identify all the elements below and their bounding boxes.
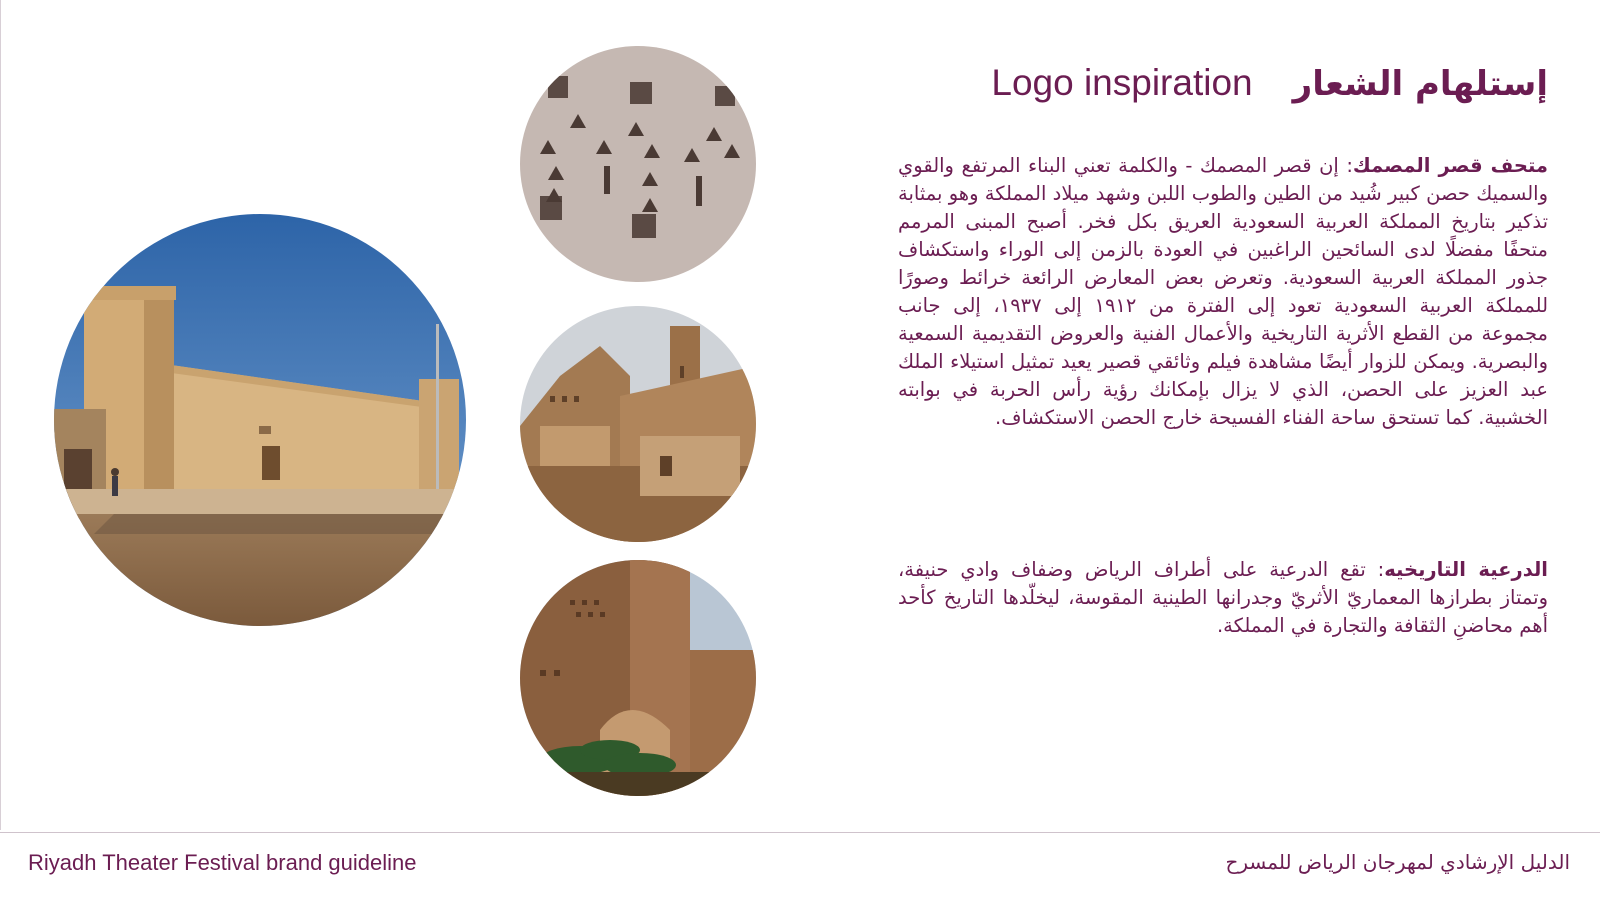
masmak-body: : إن قصر المصمك - والكلمة تعني البناء المرتفع والقوي والسميك حصن كبير شُيد من الطين والطوب اللبن وشهد ميلاد المملكة وهو بمثابة تذكير بتاريخ المملكة العربية السعودية العريق بكل فخر. أصبح المبنى المرمم متحفًا مفضلًا لدى السائحين الراغبين في العودة بالزمن إلى الوراء واستكشاف جذور المملكة العربية السعودية. وتعرض بعض المعارض الرائعة خرائط وصورًا للمملكة العربية السعودية تعود إلى الفترة من ١٩١٢ إلى ١٩٣٧، إلى جانب مجموعة من القطع الأثرية التاريخية والأعمال الفنية والعروض التقديمية السمعية والبصرية. ويمكن للزوار أيضًا مشاهدة فيلم وثائقي قصير يعيد تمثيل استيلاء الملك عبد العزيز على الحصن، الذي لا يزال بإمكانك رؤية رأس الحربة في بوابته الخشبية. كما تستحق ساحة الفناء الفسيحة خارج الحصن الاستكشاف. — [898, 154, 1549, 429]
diriyah-heading: الدرعية التاريخيه — [1384, 558, 1548, 581]
diriyah-ruins-photo — [520, 306, 756, 542]
diriyah-body: : تقع الدرعية على أطراف الرياض وضفاف وادي حنيفة، وتمتاز بطرازها المعماريّ الأثريّ وجدرانها الطينية المقوسة، ليخلّدها التاريخ كأحد أهم محاضنِ الثقافة والتجارة في المملكة. — [898, 558, 1548, 637]
footer-brand-guideline-en: Riyadh Theater Festival brand guideline — [28, 850, 417, 875]
diriyah-paragraph — [898, 556, 1548, 640]
masmak-fortress-photo — [54, 214, 466, 626]
footer-brand-guideline-ar: الدليل الإرشادي لمهرجان الرياض للمسرح — [1225, 850, 1570, 874]
masmak-heading: متحف قصر المصمك — [1352, 154, 1548, 177]
page-frame-line — [0, 0, 1, 830]
masmak-paragraph — [898, 152, 1548, 432]
mud-wall-triangles-photo — [520, 46, 756, 282]
title-arabic: إستلهام الشعار — [1292, 64, 1548, 104]
title-english: Logo inspiration — [991, 62, 1253, 103]
slide-title — [991, 62, 1548, 104]
footer-divider — [0, 832, 1600, 833]
diriyah-palm-photo — [520, 560, 756, 796]
